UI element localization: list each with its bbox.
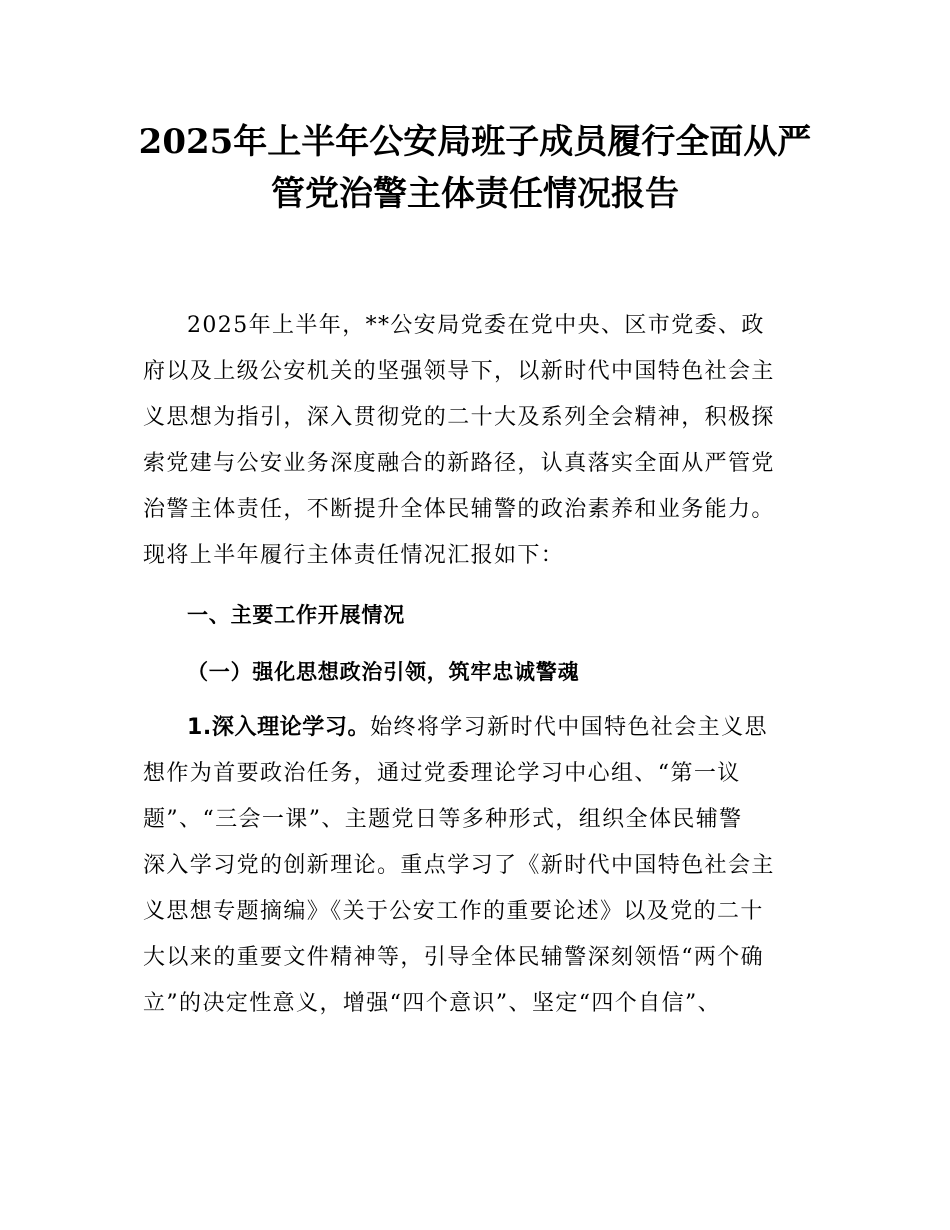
- title-line-1: 2025年上半年公安局班子成员履行全面从严: [138, 122, 812, 162]
- section-heading: 一、主要工作开展情况: [187, 603, 405, 627]
- item-line: 深入学习党的创新理论。重点学习了《新时代中国特色社会主: [143, 853, 775, 878]
- intro-line: 义思想为指引，深入贯彻党的二十大及系列全会精神，积极探: [143, 405, 775, 430]
- item-line: 大以来的重要文件精神等，引导全体民辅警深刻领悟“两个确: [143, 945, 765, 970]
- item-first-line-text: 始终将学习新时代中国特色社会主义思: [370, 715, 768, 740]
- item-line: 题”、“三会一课”、主题党日等多种形式，组织全体民辅警: [143, 807, 743, 832]
- item-line: 义思想专题摘编》《关于公安工作的重要论述》以及党的二十: [143, 899, 764, 924]
- title-line-2: 管党治警主体责任情况报告: [271, 174, 679, 214]
- item-line: 立”的决定性意义，增强“四个意识”、坚定“四个自信”、: [143, 991, 722, 1016]
- subsection-heading: （一）强化思想政治引领，筑牢忠诚警魂: [187, 660, 580, 684]
- intro-line: 治警主体责任，不断提升全体民辅警的政治素养和业务能力。: [143, 497, 775, 522]
- intro-line: 现将上半年履行主体责任情况汇报如下：: [143, 543, 565, 568]
- item-line: 想作为首要政治任务，通过党委理论学习中心组、“第一议: [143, 761, 741, 786]
- document-body: [143, 303, 815, 1027]
- item-lead: 1.深入理论学习。: [187, 715, 371, 740]
- intro-line: 府以及上级公安机关的坚强领导下，以新时代中国特色社会主: [143, 359, 775, 384]
- item-first-line: [143, 705, 815, 751]
- intro-line: 2025年上半年，**公安局党委在党中央、区市党委、政: [187, 313, 765, 338]
- intro-line: 索党建与公安业务深度融合的新路径，认真落实全面从严管党: [143, 451, 775, 476]
- document-title: [100, 116, 850, 220]
